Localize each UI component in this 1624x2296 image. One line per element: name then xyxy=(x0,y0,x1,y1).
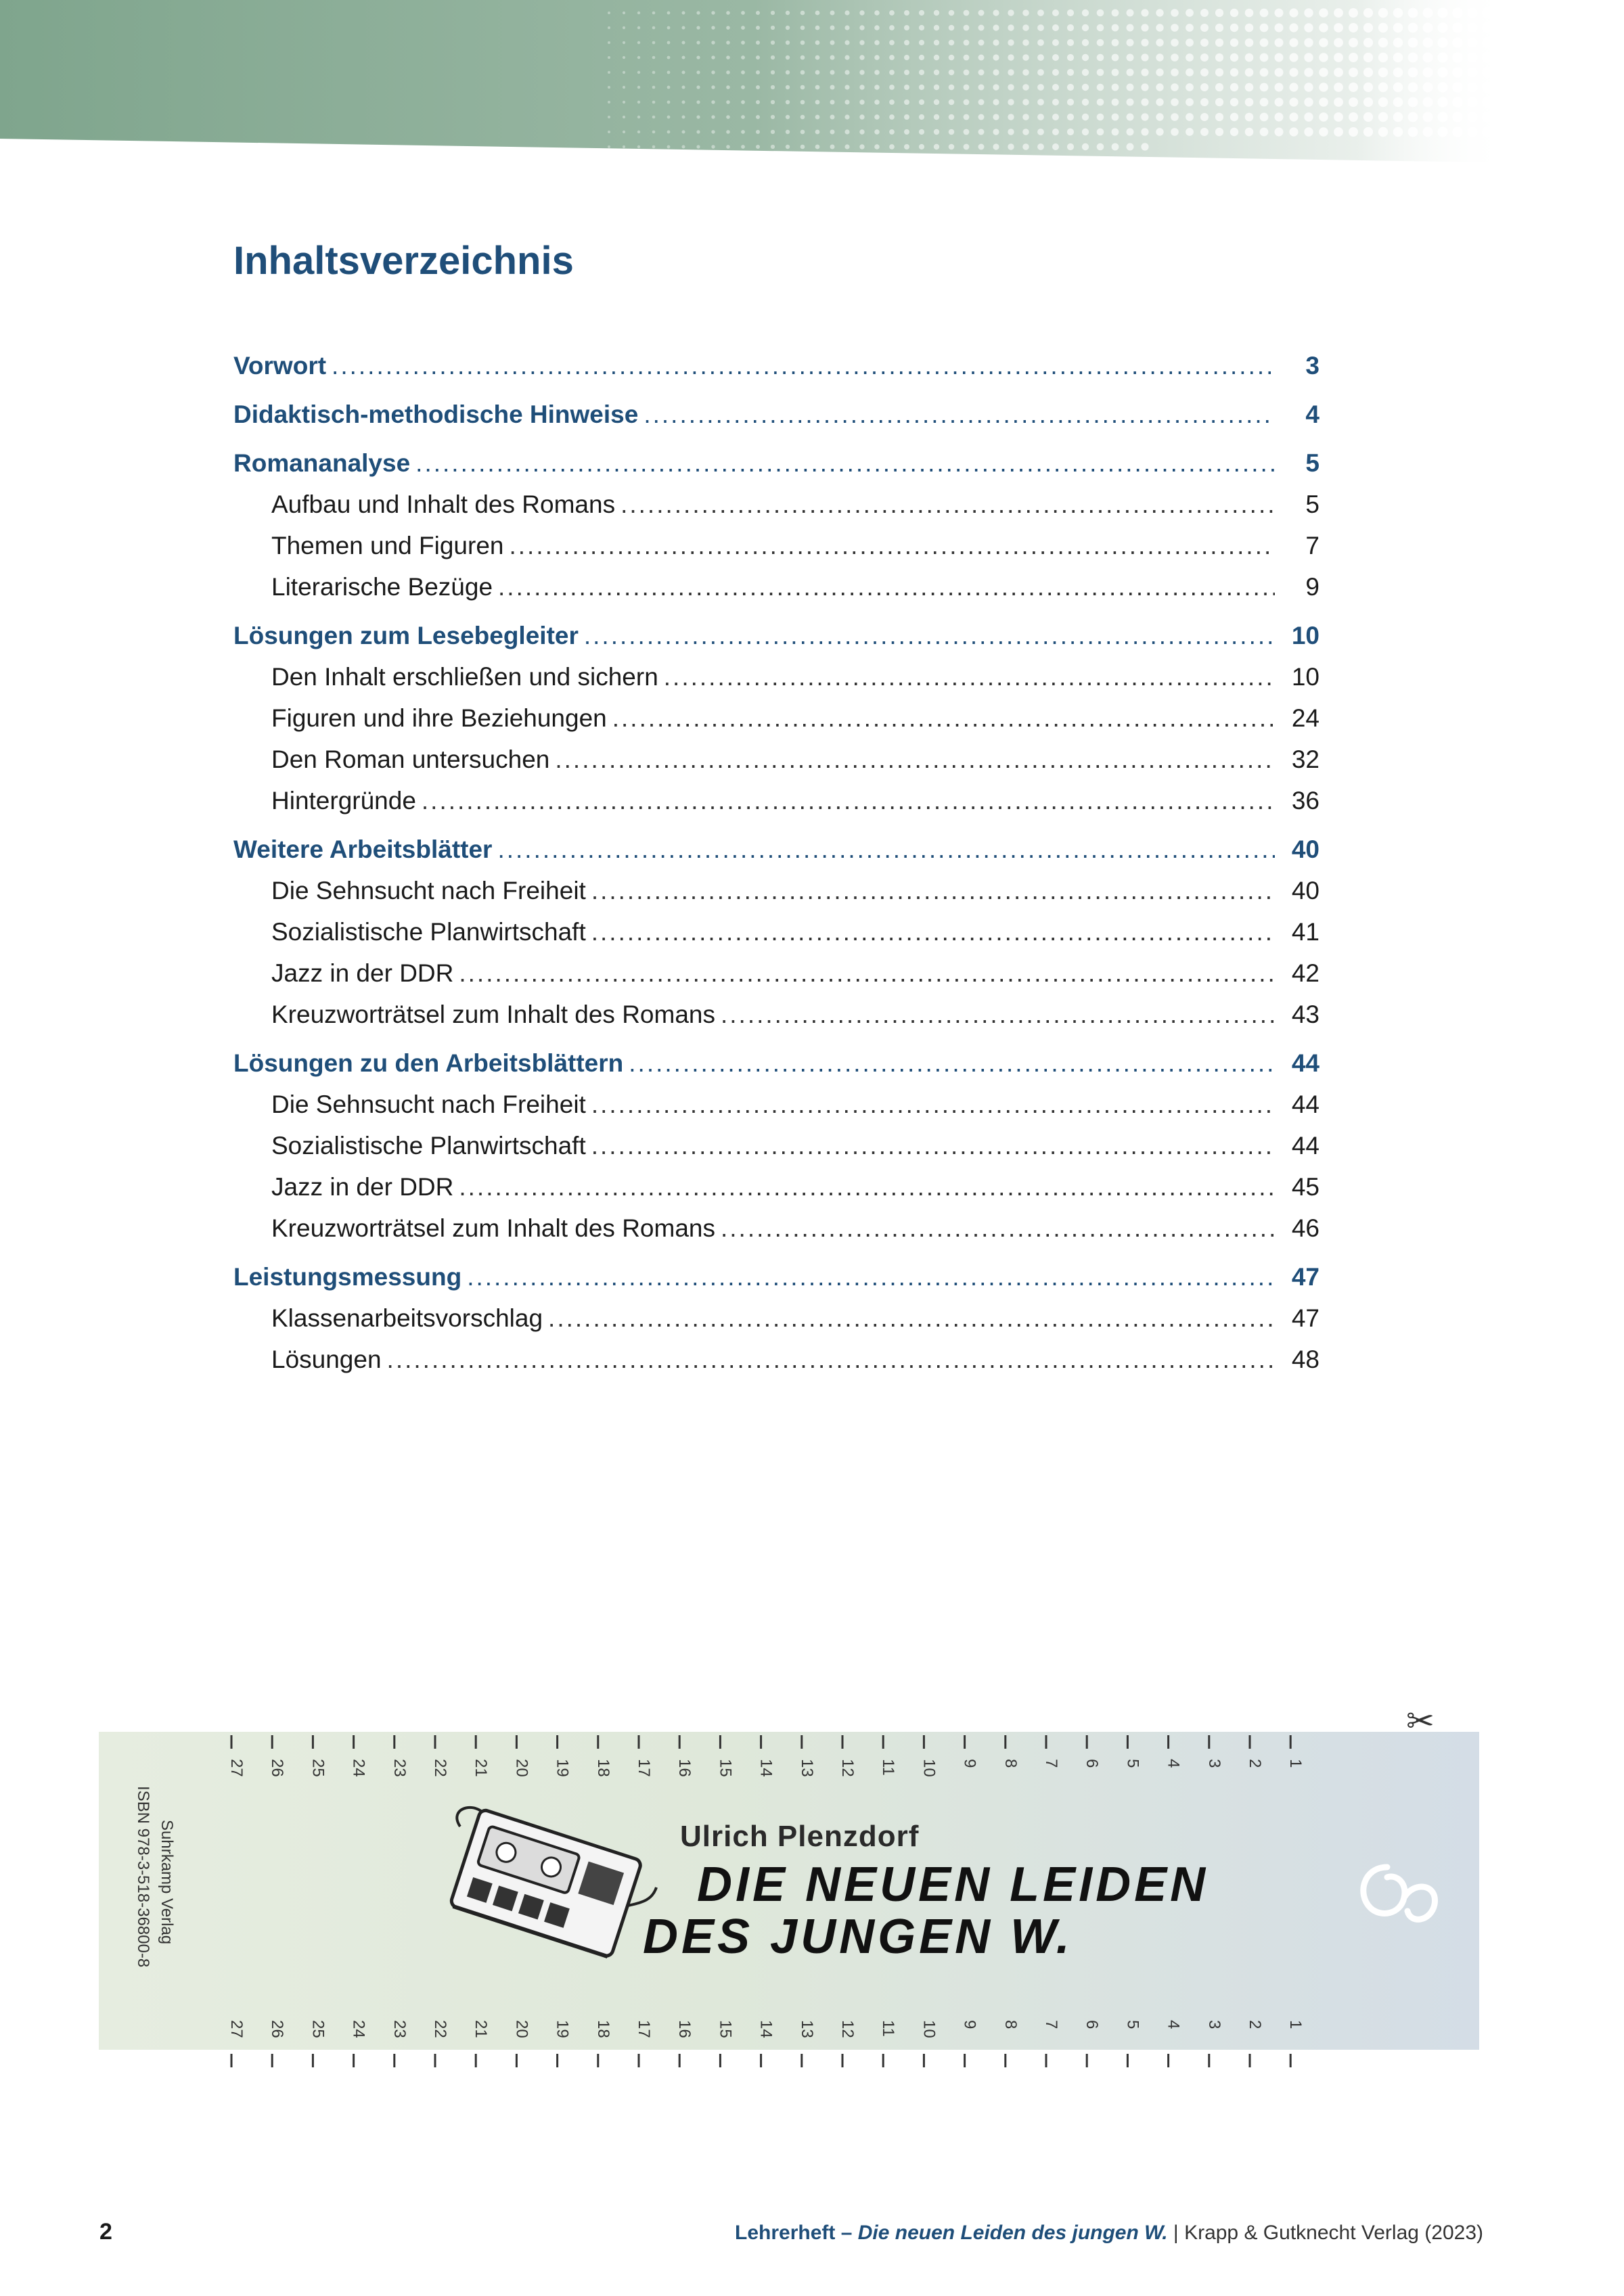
ruler-number: 13 xyxy=(797,1759,816,1777)
scissors-icon: ✂ xyxy=(1406,1702,1435,1740)
toc-leader-dots xyxy=(612,697,1275,739)
ruler-number: 2 xyxy=(1246,1759,1264,1768)
toc-leader-dots xyxy=(664,656,1275,697)
toc-subsection-row xyxy=(233,697,1320,739)
toc-leader-dots xyxy=(591,870,1275,911)
ruler-number: 15 xyxy=(716,1759,735,1777)
ruler-number: 23 xyxy=(390,1759,409,1777)
footer-separator: | xyxy=(1173,2222,1179,2244)
toc-subsection-row xyxy=(233,1166,1320,1208)
ruler-number: 15 xyxy=(716,2020,735,2038)
toc-subsection-row xyxy=(233,566,1320,607)
toc-entry-page: 4 xyxy=(1305,400,1320,428)
toc-entry-page: 42 xyxy=(1291,959,1320,987)
toc-section-row xyxy=(233,345,1320,386)
bookmark-publisher: Suhrkamp Verlag xyxy=(158,1820,176,1945)
toc-entry-label: Figuren und ihre Beziehungen xyxy=(271,704,607,732)
toc-entry-page: 40 xyxy=(1291,835,1320,863)
toc-entry-label: Aufbau und Inhalt des Romans xyxy=(271,490,616,518)
bookmark-title-line1: DIE NEUEN LEIDEN xyxy=(697,1858,1209,1912)
toc-leader-dots xyxy=(509,525,1275,566)
toc-entry-label: Sozialistische Planwirtschaft xyxy=(271,918,586,946)
toc-leader-dots xyxy=(584,615,1275,656)
footer-series: Lehrerheft – xyxy=(735,2222,853,2244)
ruler-number: 5 xyxy=(1123,1759,1142,1768)
ruler-number: 16 xyxy=(675,2020,694,2038)
ruler-number: 3 xyxy=(1204,2020,1223,2029)
ruler-number: 8 xyxy=(1001,1759,1020,1768)
ruler-number: 4 xyxy=(1164,1759,1183,1768)
toc-leader-dots xyxy=(629,1042,1275,1084)
toc-entry-page: 44 xyxy=(1291,1132,1320,1160)
toc-leader-dots xyxy=(721,1208,1275,1249)
toc-entry-page: 32 xyxy=(1291,745,1320,773)
ruler-number: 14 xyxy=(757,2020,775,2038)
ruler-number: 17 xyxy=(635,1759,653,1777)
cassette-recorder-icon xyxy=(433,1799,663,1975)
footer-publisher: Krapp & Gutknecht Verlag (2023) xyxy=(1184,2222,1483,2244)
toc-entry-label: Hintergründe xyxy=(271,787,416,814)
toc-leader-dots xyxy=(644,394,1275,435)
toc-entry-label: Kreuzworträtsel zum Inhalt des Romans xyxy=(271,1214,715,1242)
ruler-number: 27 xyxy=(227,1759,246,1777)
toc-section-row xyxy=(233,615,1320,656)
toc-entry-page: 47 xyxy=(1291,1263,1320,1291)
ruler-number: 21 xyxy=(472,2020,491,2038)
ruler-number: 22 xyxy=(431,1759,449,1777)
toc-entry-label: Leistungsmessung xyxy=(233,1263,462,1291)
toc-leader-dots xyxy=(415,442,1275,484)
publisher-logo-icon xyxy=(1350,1857,1445,1931)
toc-subsection-row xyxy=(233,994,1320,1035)
footer-book-title: Die neuen Leiden des jungen W. xyxy=(857,2222,1168,2244)
ruler-number: 7 xyxy=(1042,1759,1060,1768)
toc-entry-page: 44 xyxy=(1291,1090,1320,1118)
toc-leader-dots xyxy=(332,345,1275,386)
ruler-number: 11 xyxy=(879,2020,898,2037)
toc-entry-page: 5 xyxy=(1305,449,1320,477)
toc-leader-dots xyxy=(621,484,1275,525)
toc-section-row xyxy=(233,829,1320,870)
ruler-number: 2 xyxy=(1246,2020,1264,2029)
toc-entry-page: 45 xyxy=(1291,1173,1320,1201)
toc-entry-label: Lösungen xyxy=(271,1346,382,1373)
toc-entry-page: 5 xyxy=(1305,490,1320,518)
toc-entry-label: Die Sehnsucht nach Freiheit xyxy=(271,1090,586,1118)
toc-entry-label: Lösungen zu den Arbeitsblättern xyxy=(233,1049,624,1077)
ruler-number: 20 xyxy=(512,2020,531,2038)
toc-entry-page: 10 xyxy=(1291,622,1320,649)
toc-subsection-row xyxy=(233,656,1320,697)
toc-subsection-row xyxy=(233,1298,1320,1339)
toc-section-row xyxy=(233,1042,1320,1084)
toc-subsection-row xyxy=(233,484,1320,525)
toc-subsection-row xyxy=(233,525,1320,566)
ruler-number: 24 xyxy=(349,1759,368,1777)
ruler-bottom xyxy=(99,1989,1479,2070)
ruler-number: 4 xyxy=(1164,2020,1183,2029)
toc-entry-label: Lösungen zum Lesebegleiter xyxy=(233,622,579,649)
ruler-number: 27 xyxy=(227,2020,246,2038)
ruler-number: 11 xyxy=(879,1759,898,1776)
ruler-number: 21 xyxy=(472,1759,491,1777)
ruler-number: 19 xyxy=(553,2020,572,2038)
ruler-number: 24 xyxy=(349,2020,368,2038)
toc-leader-dots xyxy=(467,1256,1275,1298)
ruler-number: 26 xyxy=(268,1759,287,1777)
toc-leader-dots xyxy=(497,829,1275,870)
toc-entry-label: Themen und Figuren xyxy=(271,532,504,559)
toc-entry-label: Literarische Bezüge xyxy=(271,573,493,601)
ruler-top xyxy=(99,1732,1479,1813)
toc-entry-label: Kreuzworträtsel zum Inhalt des Romans xyxy=(271,1001,715,1028)
ruler-number: 10 xyxy=(920,1759,939,1777)
toc-subsection-row xyxy=(233,870,1320,911)
ruler-number: 14 xyxy=(757,1759,775,1777)
toc-entry-page: 44 xyxy=(1291,1049,1320,1077)
toc-subsection-row xyxy=(233,952,1320,994)
toc-section-row xyxy=(233,1256,1320,1298)
bookmark-author: Ulrich Plenzdorf xyxy=(680,1820,920,1853)
toc-entry-page: 10 xyxy=(1291,663,1320,691)
ruler-number: 17 xyxy=(635,2020,653,2038)
ruler-number: 6 xyxy=(1083,2020,1102,2029)
header-halftone-band xyxy=(0,0,1624,162)
ruler-number: 18 xyxy=(593,2020,612,2038)
ruler-number: 23 xyxy=(390,2020,409,2038)
ruler-number: 1 xyxy=(1286,2020,1305,2029)
ruler-number: 16 xyxy=(675,1759,694,1777)
toc-subsection-row xyxy=(233,911,1320,952)
toc-entry-page: 46 xyxy=(1291,1214,1320,1242)
toc-entry-page: 47 xyxy=(1291,1304,1320,1332)
toc-leader-dots xyxy=(387,1339,1275,1380)
toc-entry-page: 40 xyxy=(1291,877,1320,904)
toc-leader-dots xyxy=(591,1084,1275,1125)
toc-subsection-row xyxy=(233,1084,1320,1125)
toc-entry-page: 24 xyxy=(1291,704,1320,732)
toc-section-row xyxy=(233,394,1320,435)
toc-entry-page: 7 xyxy=(1305,532,1320,559)
toc-entry-page: 36 xyxy=(1291,787,1320,814)
ruler-number: 12 xyxy=(838,2020,857,2038)
toc-section-row xyxy=(233,442,1320,484)
ruler-number: 13 xyxy=(797,2020,816,2038)
toc-leader-dots xyxy=(498,566,1275,607)
toc-leader-dots xyxy=(459,952,1275,994)
ruler-number: 20 xyxy=(512,1759,531,1777)
ruler-number: 18 xyxy=(593,1759,612,1777)
toc-entry-page: 9 xyxy=(1305,573,1320,601)
ruler-number: 25 xyxy=(309,1759,328,1777)
table-of-contents xyxy=(233,345,1320,1380)
toc-leader-dots xyxy=(591,911,1275,952)
ruler-number: 25 xyxy=(309,2020,328,2038)
toc-entry-label: Den Inhalt erschließen und sichern xyxy=(271,663,658,691)
ruler-number: 9 xyxy=(960,1759,979,1768)
footer-credit xyxy=(735,2222,1483,2245)
toc-entry-page: 48 xyxy=(1291,1346,1320,1373)
ruler-number: 6 xyxy=(1083,1759,1102,1768)
toc-entry-label: Romananalyse xyxy=(233,449,411,477)
page-title: Inhaltsverzeichnis xyxy=(233,239,574,283)
ruler-number: 9 xyxy=(960,2020,979,2029)
toc-entry-label: Jazz in der DDR xyxy=(271,1173,454,1201)
ruler-number: 26 xyxy=(268,2020,287,2038)
page-number: 2 xyxy=(99,2219,112,2245)
toc-entry-label: Vorwort xyxy=(233,352,327,380)
ruler-number: 5 xyxy=(1123,2020,1142,2029)
bookmark-isbn: ISBN 978-3-518-36800-8 xyxy=(134,1786,152,1968)
toc-leader-dots xyxy=(548,1298,1275,1339)
toc-subsection-row xyxy=(233,739,1320,780)
toc-entry-page: 43 xyxy=(1291,1001,1320,1028)
toc-leader-dots xyxy=(422,780,1275,821)
ruler-number: 1 xyxy=(1286,1759,1305,1768)
toc-entry-label: Die Sehnsucht nach Freiheit xyxy=(271,877,586,904)
bookmark-title-line2: DES JUNGEN W. xyxy=(643,1910,1073,1964)
ruler-number: 19 xyxy=(553,1759,572,1777)
ruler-number: 3 xyxy=(1204,1759,1223,1768)
toc-entry-label: Klassenarbeitsvorschlag xyxy=(271,1304,543,1332)
ruler-number: 8 xyxy=(1001,2020,1020,2029)
toc-entry-page: 3 xyxy=(1305,352,1320,380)
toc-leader-dots xyxy=(721,994,1275,1035)
toc-leader-dots xyxy=(555,739,1275,780)
toc-leader-dots xyxy=(591,1125,1275,1166)
toc-entry-label: Jazz in der DDR xyxy=(271,959,454,987)
toc-subsection-row xyxy=(233,1125,1320,1166)
toc-entry-label: Sozialistische Planwirtschaft xyxy=(271,1132,586,1160)
ruler-number: 22 xyxy=(431,2020,449,2038)
ruler-number: 7 xyxy=(1042,2020,1060,2029)
ruler-number: 12 xyxy=(838,1759,857,1777)
ruler-number: 10 xyxy=(920,2020,939,2038)
toc-entry-page: 41 xyxy=(1291,918,1320,946)
toc-subsection-row xyxy=(233,1208,1320,1249)
toc-leader-dots xyxy=(459,1166,1275,1208)
toc-entry-label: Weitere Arbeitsblätter xyxy=(233,835,493,863)
toc-entry-label: Den Roman untersuchen xyxy=(271,745,550,773)
toc-subsection-row xyxy=(233,1339,1320,1380)
toc-subsection-row xyxy=(233,780,1320,821)
toc-entry-label: Didaktisch-methodische Hinweise xyxy=(233,400,639,428)
